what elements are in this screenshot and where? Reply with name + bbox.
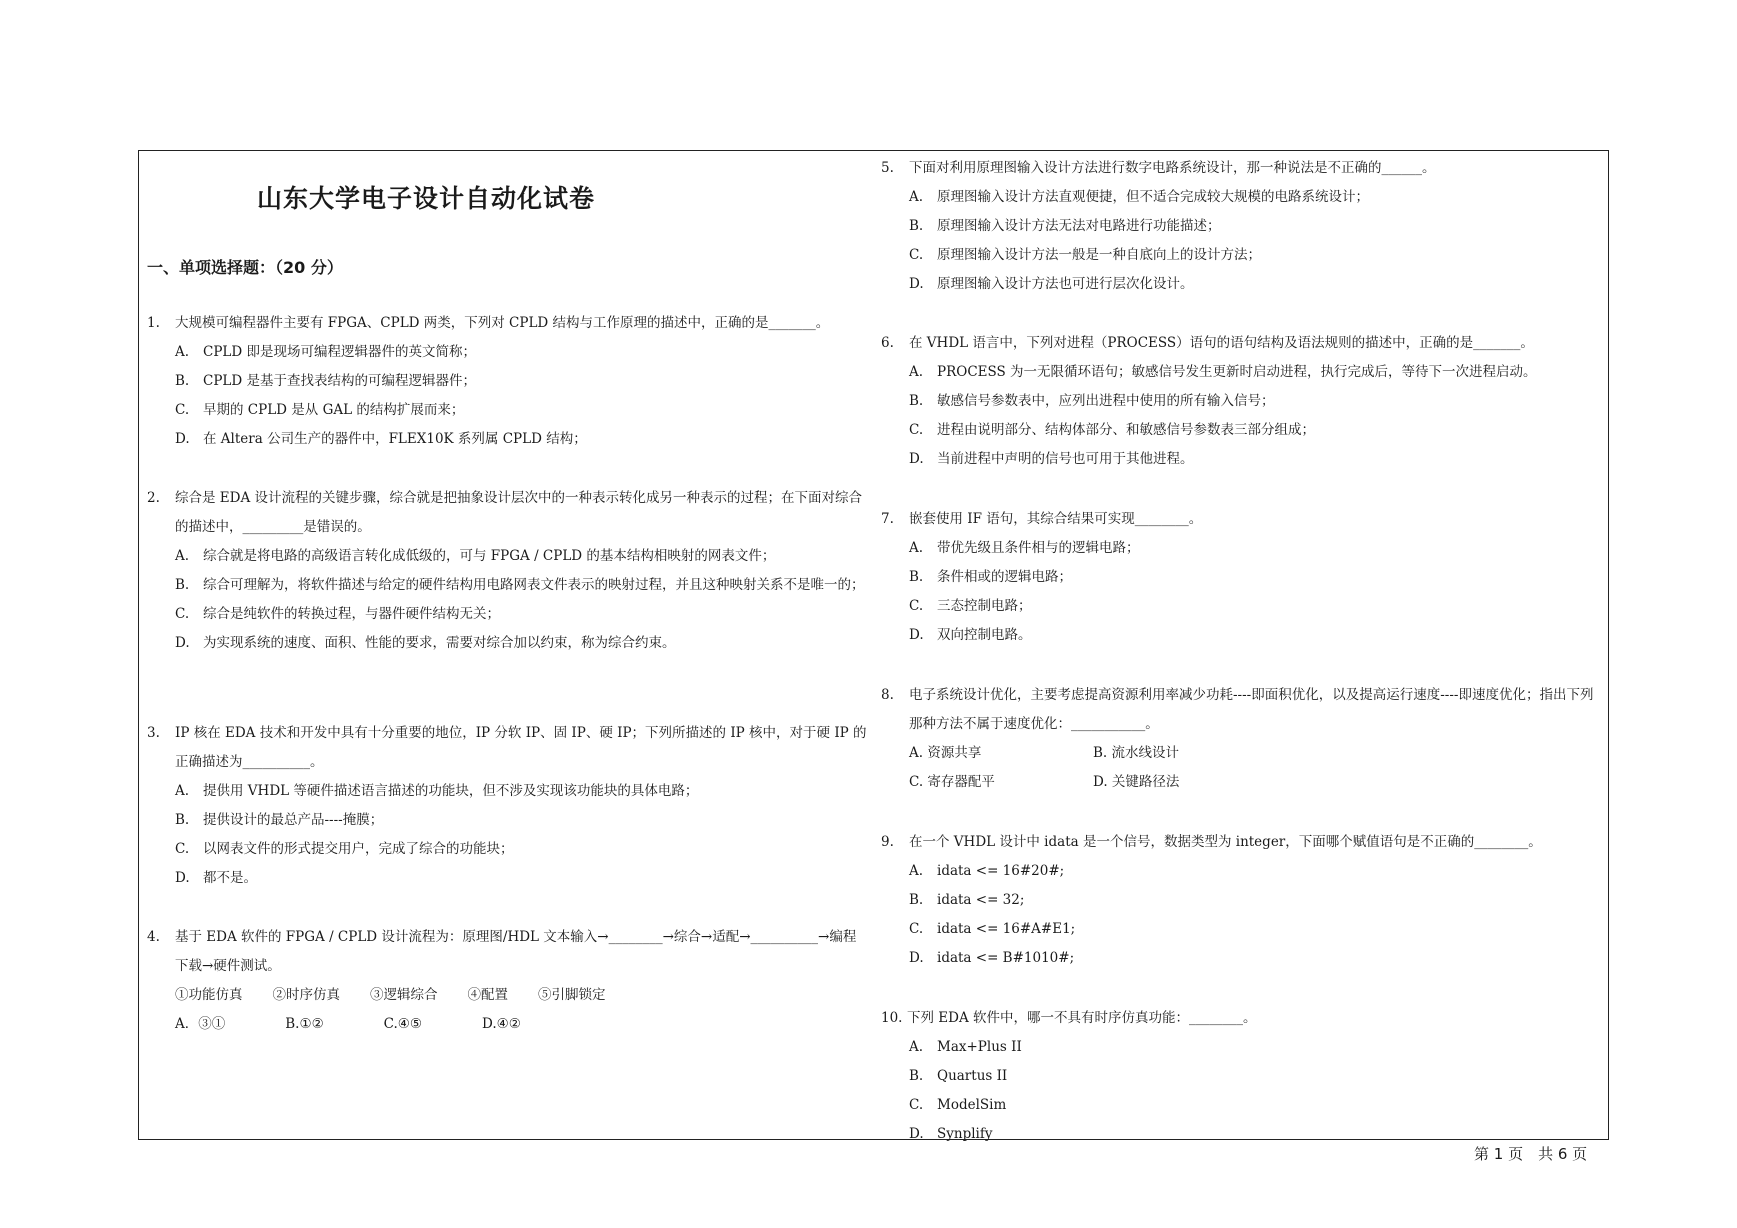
option-b: B. 提供设计的最总产品----掩膜； [175, 812, 384, 828]
question-number: 5. [881, 160, 894, 176]
options-row-1 [881, 739, 1603, 768]
option-b: B. 流水线设计 [1093, 745, 1180, 761]
option-b: B. CPLD 是基于查找表结构的可编程逻辑器件； [175, 373, 476, 389]
question-8 [881, 681, 1603, 797]
exam-page-frame [138, 150, 1609, 1140]
question-number: 7. [881, 511, 894, 527]
question-number: 6. [881, 335, 894, 351]
question-1 [147, 309, 867, 454]
exam-title: 山东大学电子设计自动化试卷 [257, 184, 596, 213]
question-stem: IP 核在 EDA 技术和开发中具有十分重要的地位，IP 分软 IP、固 IP、硬 IP；下列所描述的 IP 核中，对于硬 IP 的正确描述为__________。 [175, 725, 867, 770]
item-1: ①功能仿真 [175, 987, 243, 1003]
option-b: B. idata <= 32; [909, 892, 1025, 908]
question-9 [881, 828, 1603, 973]
option-c: C. 三态控制电路； [909, 598, 1032, 614]
question-number: 9. [881, 834, 894, 850]
question-number: 4. [147, 929, 160, 945]
option-a: A. CPLD 即是现场可编程逻辑器件的英文简称； [175, 344, 476, 360]
choice-c: C.④⑤ [383, 1016, 423, 1032]
question-stem: 大规模可编程器件主要有 FPGA、CPLD 两类，下列对 CPLD 结构与工作原理的描述中，正确的是_______。 [175, 315, 830, 331]
option-d: D. 为实现系统的速度、面积、性能的要求，需要对综合加以约束，称为综合约束。 [175, 635, 676, 651]
option-b: B. Quartus II [909, 1068, 1008, 1084]
question-2 [147, 484, 867, 658]
option-c: C. 早期的 CPLD 是从 GAL 的结构扩展而来； [175, 402, 465, 418]
question-stem: 下面对利用原理图输入设计方法进行数字电路系统设计，那一种说法是不正确的______。 [909, 160, 1436, 176]
question-number: 1. [147, 315, 160, 331]
item-list [147, 981, 867, 1010]
option-b: B. 条件相或的逻辑电路； [909, 569, 1072, 585]
option-c: C. 综合是纯软件的转换过程，与器件硬件结构无关； [175, 606, 500, 622]
option-c: C. 进程由说明部分、结构体部分、和敏感信号参数表三部分组成； [909, 422, 1315, 438]
option-c: C. idata <= 16#A#E1; [909, 921, 1076, 937]
section-heading: 一、单项选择题：（20 分） [147, 258, 343, 277]
option-c: C. 寄存器配平 [909, 774, 995, 790]
option-d: D. 在 Altera 公司生产的器件中，FLEX10K 系列属 CPLD 结构； [175, 431, 587, 447]
option-b: B. 原理图输入设计方法无法对电路进行功能描述； [909, 218, 1221, 234]
option-d: D. 双向控制电路。 [909, 627, 1032, 643]
option-d: D. 关键路径法 [1093, 774, 1180, 790]
item-3: ③逻辑综合 [370, 987, 438, 1003]
option-c: C. 原理图输入设计方法一般是一种自底向上的设计方法； [909, 247, 1261, 263]
question-6 [881, 329, 1603, 474]
question-stem: 综合是 EDA 设计流程的关键步骤，综合就是把抽象设计层次中的一种表示转化成另一种表示的过程；在下面对综合的描述中，_________是错误的。 [175, 490, 863, 535]
question-3 [147, 719, 867, 893]
option-d: D. idata <= B#1010#; [909, 950, 1075, 966]
option-a: A. 综合就是将电路的高级语言转化成低级的，可与 FPGA / CPLD 的基本结构相映射的网表文件； [175, 548, 776, 564]
choice-list [147, 1010, 867, 1039]
option-a: A. PROCESS 为一无限循环语句；敏感信号发生更新时启动进程，执行完成后，等待下一次进程启动。 [909, 364, 1537, 380]
option-a: A. 提供用 VHDL 等硬件描述语言描述的功能块，但不涉及实现该功能块的具体电路； [175, 783, 699, 799]
question-stem: 嵌套使用 IF 语句，其综合结果可实现________。 [909, 511, 1203, 527]
question-stem: 在 VHDL 语言中，下列对进程（PROCESS）语句的语句结构及语法规则的描述中，正确的是_______。 [909, 335, 1534, 351]
option-c: C. ModelSim [909, 1097, 1007, 1113]
question-stem: 在一个 VHDL 设计中 idata 是一个信号，数据类型为 integer，下面哪个赋值语句是不正确的________。 [909, 834, 1542, 850]
question-10 [881, 1004, 1603, 1149]
question-number: 8. [881, 687, 894, 703]
option-a: A. 带优先级且条件相与的逻辑电路； [909, 540, 1140, 556]
options-row-2 [881, 768, 1603, 797]
question-stem: 下列 EDA 软件中，哪一不具有时序仿真功能：________。 [907, 1010, 1257, 1026]
option-d: D. 当前进程中声明的信号也可用于其他进程。 [909, 451, 1194, 467]
option-d: D. Synplify [909, 1126, 993, 1142]
option-a: A. Max+Plus II [909, 1039, 1022, 1055]
page-number-footer: 第 1 页 共 6 页 [1474, 1145, 1588, 1163]
choice-d: D.④② [482, 1016, 521, 1032]
question-7 [881, 505, 1603, 650]
question-5 [881, 154, 1603, 299]
item-4: ④配置 [467, 987, 508, 1003]
choice-a: A．③① [175, 1016, 226, 1032]
item-2: ②时序仿真 [272, 987, 340, 1003]
option-d: D. 原理图输入设计方法也可进行层次化设计。 [909, 276, 1194, 292]
option-a: A. 资源共享 [909, 745, 982, 761]
question-number: 2. [147, 490, 160, 506]
choice-b: B.①② [285, 1016, 324, 1032]
question-stem: 基于 EDA 软件的 FPGA / CPLD 设计流程为：原理图/HDL 文本输入→________→综合→适配→__________→编程下载→硬件测试。 [175, 929, 857, 974]
option-a: A. 原理图输入设计方法直观便捷，但不适合完成较大规模的电路系统设计； [909, 189, 1369, 205]
item-5: ⑤引脚锁定 [538, 987, 606, 1003]
question-number: 10. [881, 1010, 903, 1026]
option-a: A. idata <= 16#20#; [909, 863, 1065, 879]
question-stem: 电子系统设计优化，主要考虑提高资源利用率减少功耗----即面积优化，以及提高运行速度----即速度优化；指出下列那种方法不属于速度优化：___________。 [909, 687, 1594, 732]
option-c: C. 以网表文件的形式提交用户，完成了综合的功能块； [175, 841, 514, 857]
option-d: D. 都不是。 [175, 870, 257, 886]
option-b: B. 敏感信号参数表中，应列出进程中使用的所有输入信号； [909, 393, 1275, 409]
question-4 [147, 923, 867, 1039]
question-number: 3. [147, 725, 160, 741]
option-b: B. 综合可理解为，将软件描述与给定的硬件结构用电路网表文件表示的映射过程，并且这种映射关系不是唯一的； [175, 577, 865, 593]
